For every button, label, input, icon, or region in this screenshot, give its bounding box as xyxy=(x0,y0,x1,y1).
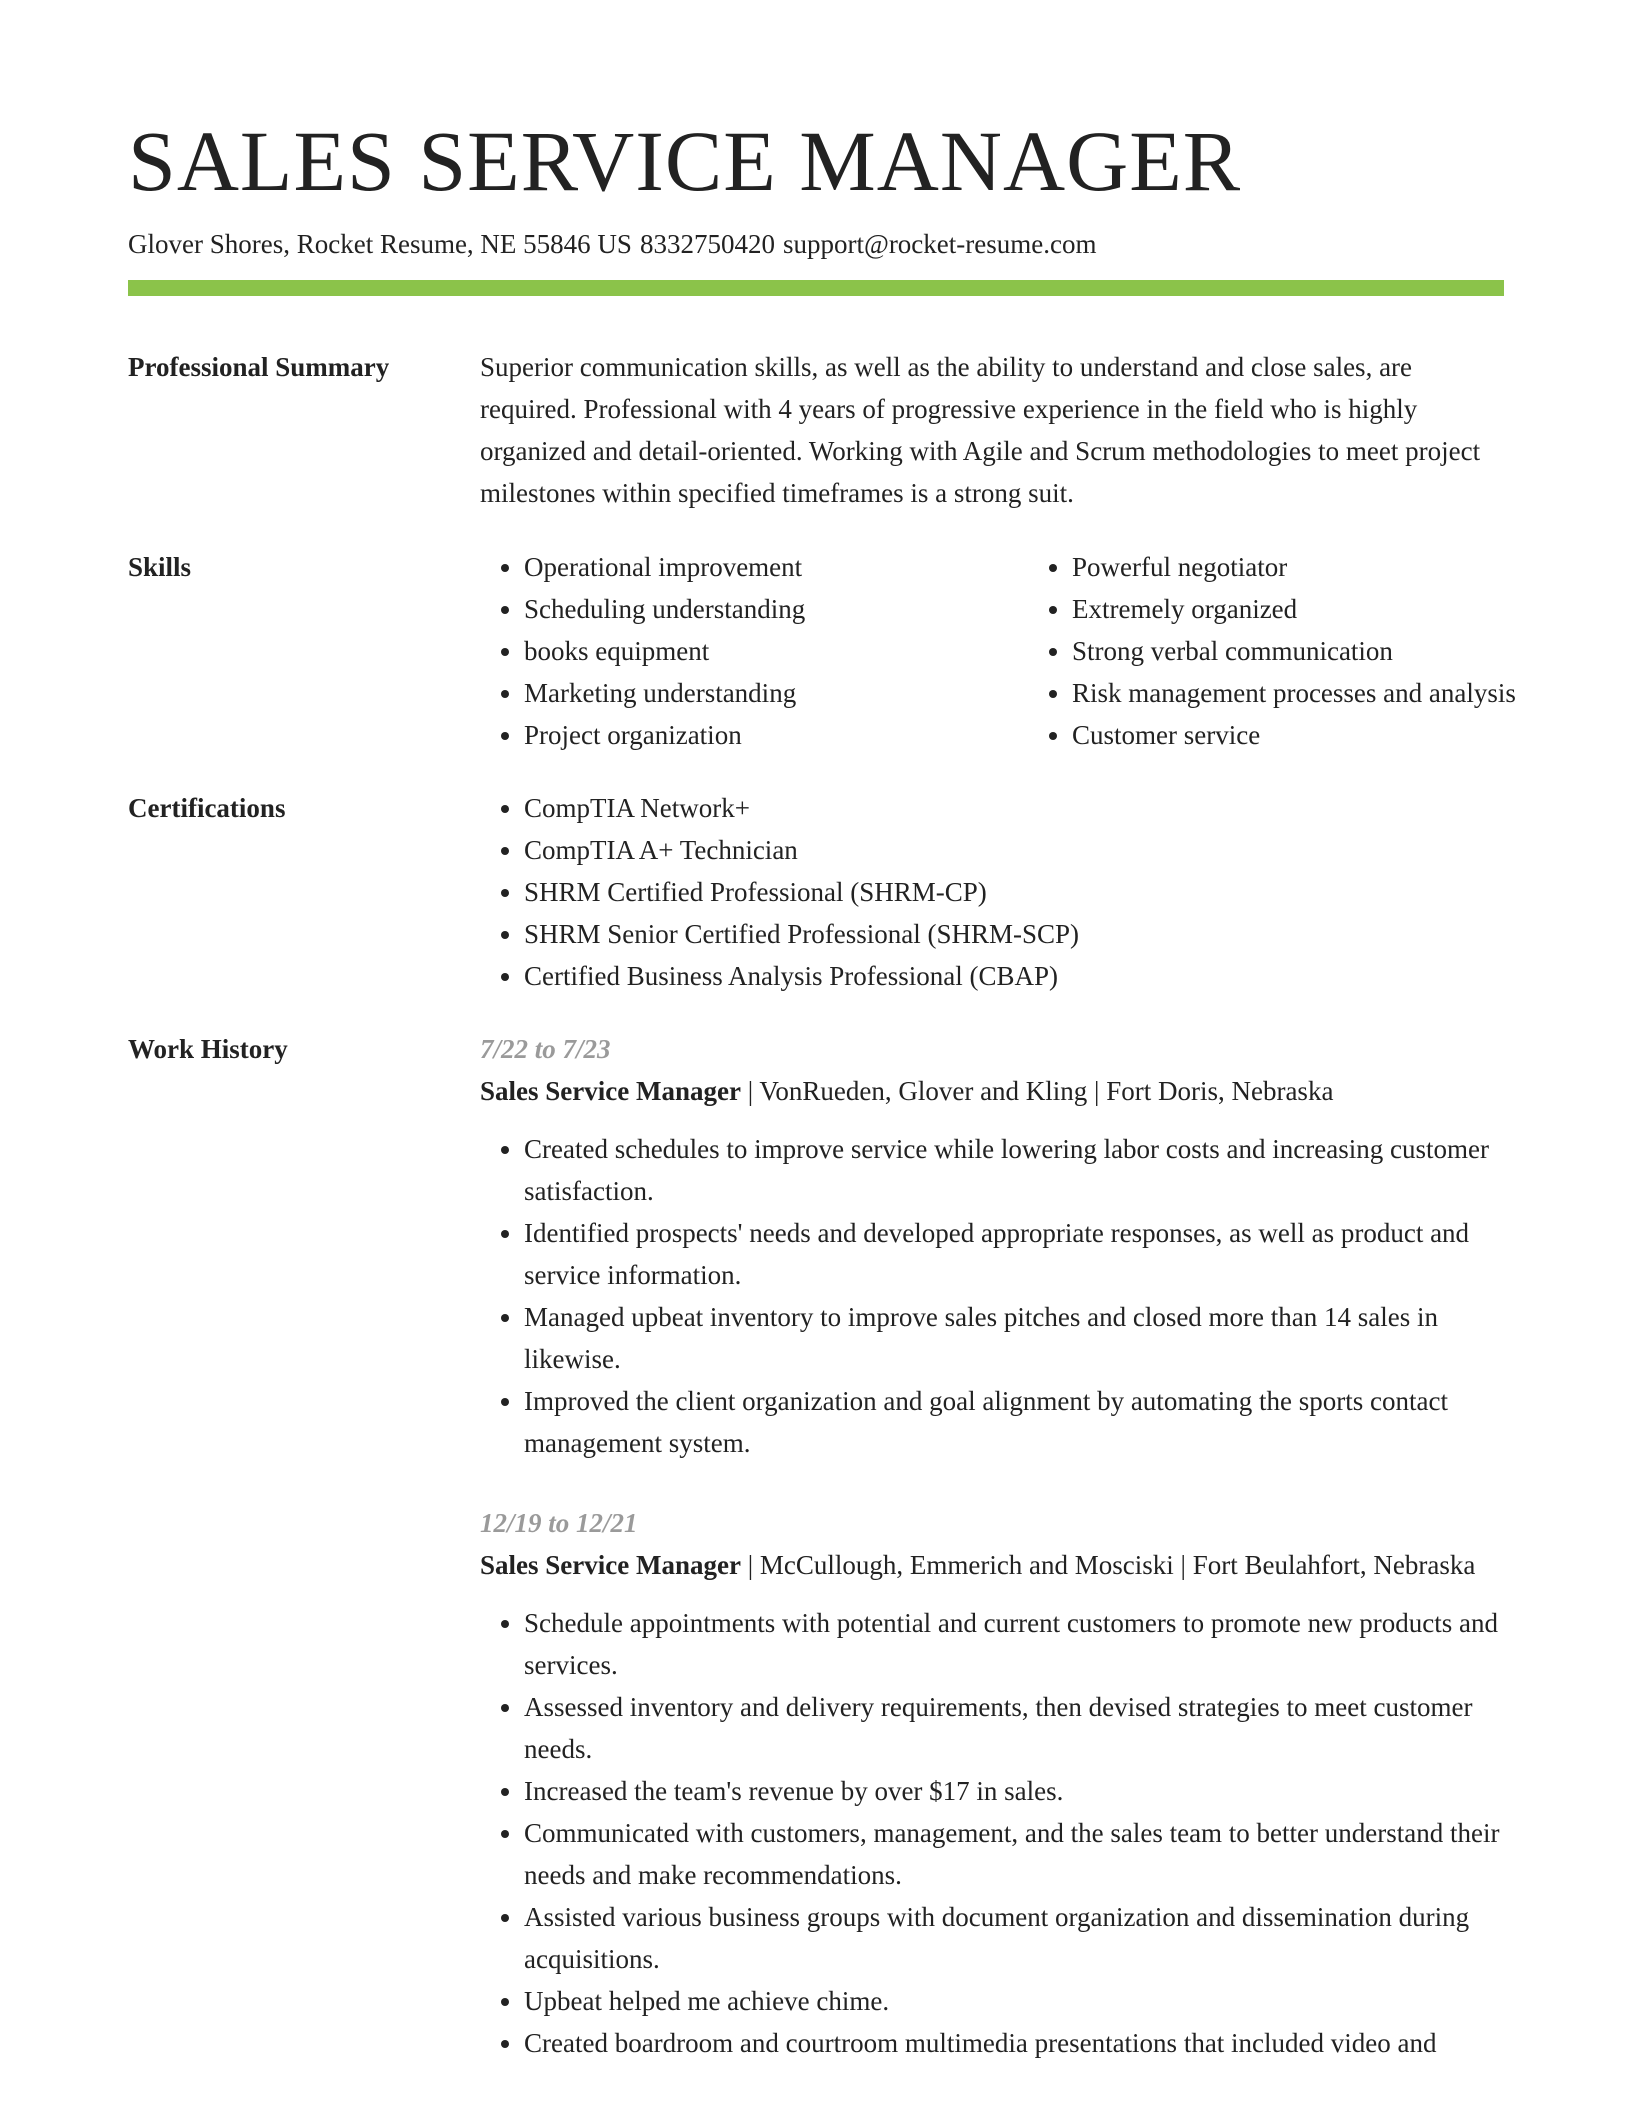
job-bullet: • Improved the client organization and goal alignment by automating the sports contact management system. xyxy=(524,1380,1504,1464)
summary-text: Superior communication skills, as well as the ability to understand and close sales, are required. Professional with 4 years of progressive experience in the field who is highly organized and detail-oriented. Working with Agile and Scrum methodologies to meet project milestones within specified timeframes is a strong suit. xyxy=(480,352,1481,508)
job-bullet: • Managed upbeat inventory to improve sales pitches and closed more than 14 sales in likewise. xyxy=(524,1296,1504,1380)
work-history-section xyxy=(128,1028,1504,2064)
job-title: Sales Service Manager xyxy=(480,1076,741,1106)
job-bullet: • Communicated with customers, management, and the sales team to better understand their needs and make recommendations. xyxy=(524,1812,1504,1896)
skill-item: • Powerful negotiator xyxy=(1072,546,1592,588)
job-dates: 12/19 to 12/21 xyxy=(480,1508,638,1538)
job-bullet: • Identified prospects' needs and developed appropriate responses, as well as product and service information. xyxy=(524,1212,1504,1296)
skill-item: • Scheduling understanding xyxy=(524,588,1028,630)
skill-item: • Risk management processes and analysis xyxy=(1072,672,1592,714)
job-bullet: • Upbeat helped me achieve chime. xyxy=(524,1980,1504,2022)
skill-item: • Operational improvement xyxy=(524,546,1028,588)
contact-phone: 8332750420 xyxy=(639,229,775,259)
skill-item: • Extremely organized xyxy=(1072,588,1592,630)
contact-address: Glover Shores, Rocket Resume, NE 55846 US xyxy=(128,229,632,259)
skill-item: • books equipment xyxy=(524,630,1028,672)
certifications-heading: Certifications xyxy=(128,793,286,823)
header-divider xyxy=(128,280,1504,296)
job-title: Sales Service Manager xyxy=(480,1550,741,1580)
certification-item: • Certified Business Analysis Professional (CBAP) xyxy=(524,955,1504,997)
certification-item: • CompTIA A+ Technician xyxy=(524,829,1504,871)
job-dates: 7/22 to 7/23 xyxy=(480,1034,611,1064)
skill-item: • Project organization xyxy=(524,714,1028,756)
skills-columns xyxy=(480,546,1592,756)
certifications-body xyxy=(480,787,1504,997)
work-history-heading: Work History xyxy=(128,1034,288,1064)
job-bullets xyxy=(480,1602,1504,2064)
certification-item: • CompTIA Network+ xyxy=(524,787,1504,829)
contact-line xyxy=(128,226,1504,262)
work-history-body xyxy=(480,1028,1504,2064)
skills-heading: Skills xyxy=(128,552,192,582)
job-entry xyxy=(480,1028,1504,1464)
skills-list-left xyxy=(480,546,1028,756)
job-employer: | VonRueden, Glover and Kling | Fort Doris, Nebraska xyxy=(740,1076,1334,1106)
job-bullet: • Schedule appointments with potential and current customers to promote new products and services. xyxy=(524,1602,1504,1686)
resume-page xyxy=(128,113,1516,2064)
certifications-list xyxy=(480,787,1504,997)
job-bullets xyxy=(480,1128,1504,1464)
job-bullet: • Created schedules to improve service while lowering labor costs and increasing customer satisfaction. xyxy=(524,1128,1504,1212)
certifications-section xyxy=(128,787,1504,997)
contact-email: support@rocket-resume.com xyxy=(782,229,1097,259)
job-bullet: • Created boardroom and courtroom multimedia presentations that included video and xyxy=(524,2022,1504,2064)
job-entry xyxy=(480,1502,1504,2064)
certification-item: • SHRM Senior Certified Professional (SHRM-SCP) xyxy=(524,913,1504,955)
skills-section xyxy=(128,546,1516,756)
summary-section xyxy=(128,346,1504,514)
skill-item: • Marketing understanding xyxy=(524,672,1028,714)
job-bullet: • Increased the team's revenue by over $17 in sales. xyxy=(524,1770,1504,1812)
skill-item: • Customer service xyxy=(1072,714,1592,756)
certification-item: • SHRM Certified Professional (SHRM-CP) xyxy=(524,871,1504,913)
skill-item: • Strong verbal communication xyxy=(1072,630,1592,672)
job-employer: | McCullough, Emmerich and Mosciski | Fort Beulahfort, Nebraska xyxy=(740,1550,1476,1580)
job-heading xyxy=(480,1544,1504,1586)
resume-name: SALES SERVICE MANAGER xyxy=(128,113,1242,209)
skills-list-right xyxy=(1028,546,1592,756)
summary-heading: Professional Summary xyxy=(128,352,390,382)
job-heading xyxy=(480,1070,1504,1112)
job-bullet: • Assisted various business groups with document organization and dissemination during acquisitions. xyxy=(524,1896,1504,1980)
job-bullet: • Assessed inventory and delivery requirements, then devised strategies to meet customer needs. xyxy=(524,1686,1504,1770)
